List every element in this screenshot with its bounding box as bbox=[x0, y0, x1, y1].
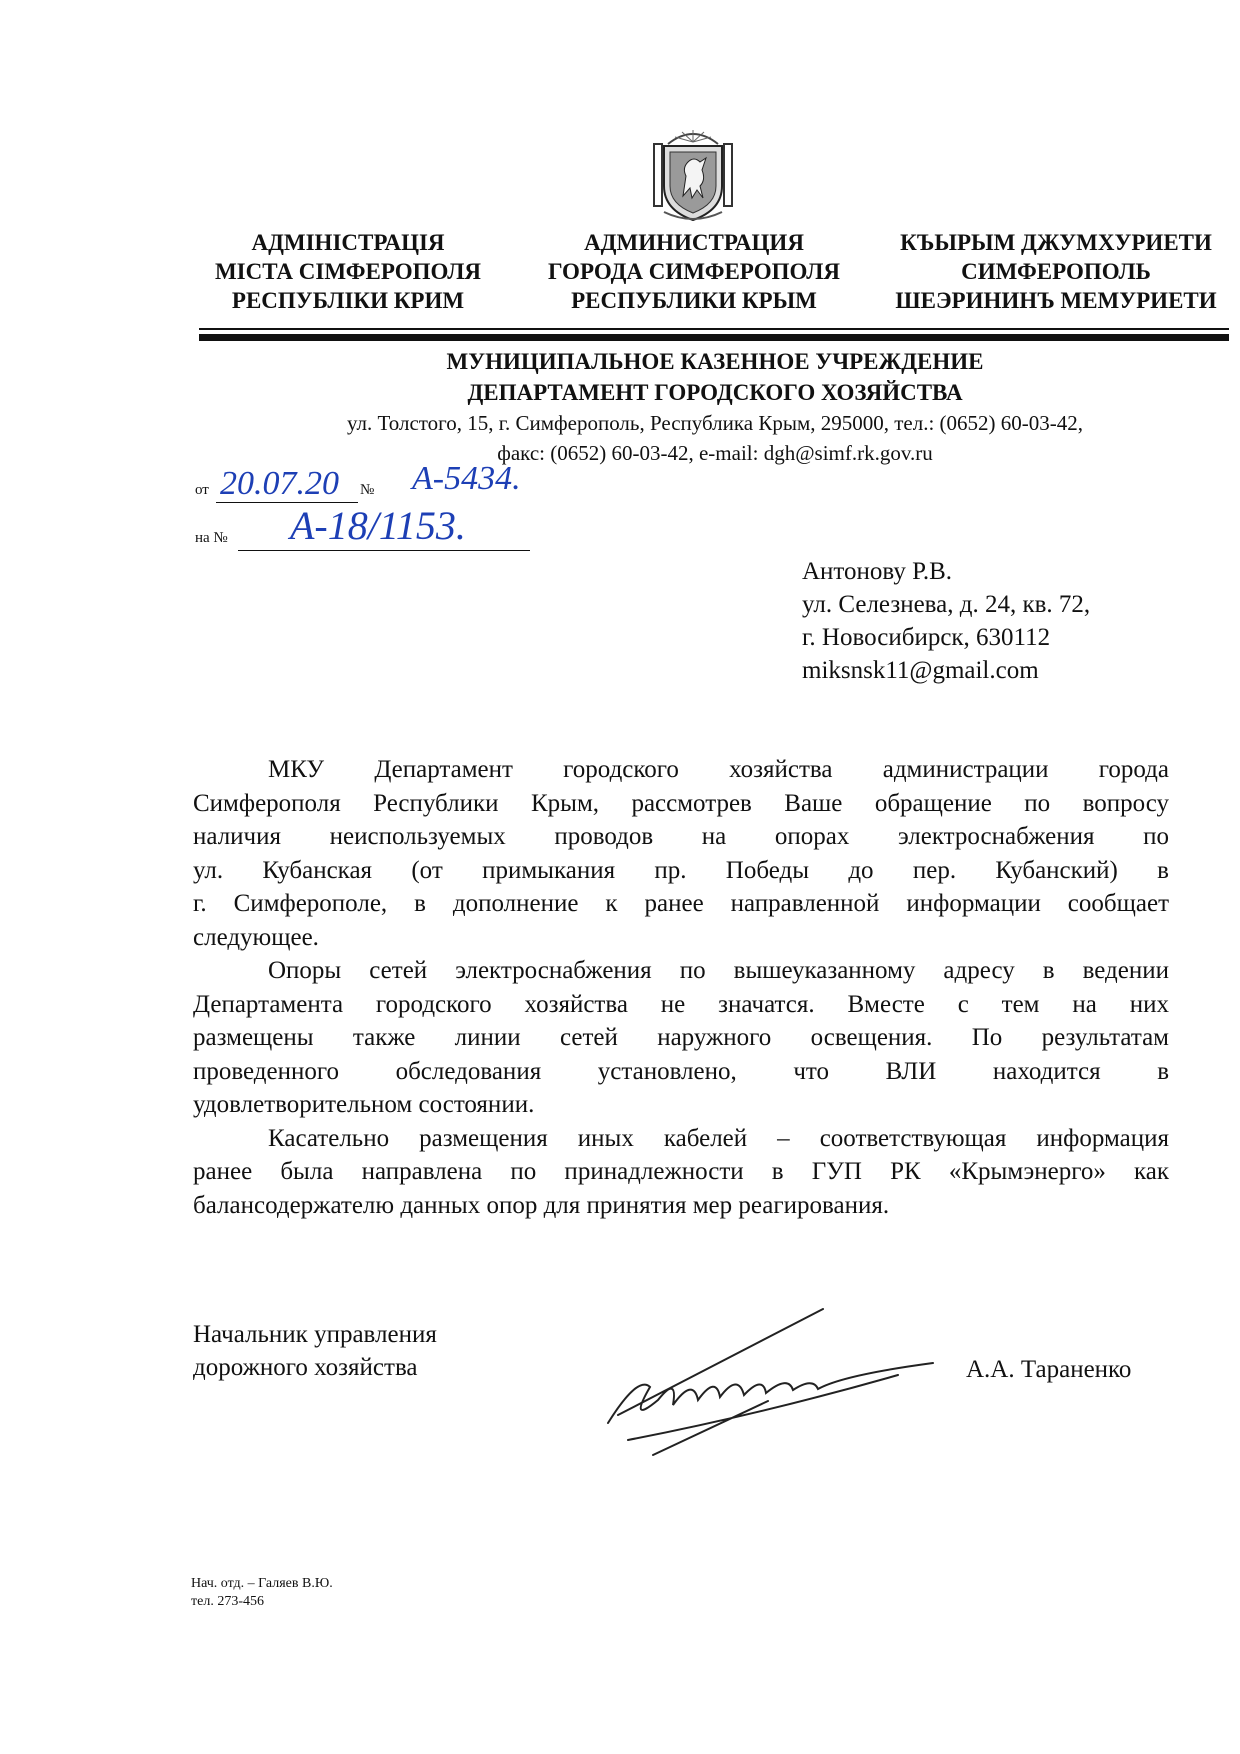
handwritten-date: 20.07.20 bbox=[220, 465, 339, 502]
org-contacts: факс: (0652) 60-03-42, e-mail: dgh@simf.rk.gov.ru bbox=[497, 441, 933, 465]
header-divider-thin bbox=[199, 328, 1229, 330]
addressee-street: ул. Селезнева, д. 24, кв. 72, bbox=[802, 591, 1091, 618]
position-line: дорожного хозяйства bbox=[193, 1354, 418, 1381]
header-line: АДМІНІСТРАЦІЯ bbox=[251, 230, 445, 255]
body-line: ул. Кубанская (от примыкания пр. Победы до пер. Кубанский) в bbox=[193, 856, 1169, 884]
addressee-city: г. Новосибирск, 630112 bbox=[802, 624, 1051, 651]
executor-name: Нач. отд. – Галяев В.Ю. bbox=[191, 1576, 333, 1591]
addressee-name: Антонову Р.В. bbox=[802, 558, 953, 585]
reply-underline bbox=[238, 550, 530, 551]
letter-body bbox=[193, 753, 1169, 1222]
body-line: Касательно размещения иных кабелей – соответствующая информация bbox=[268, 1124, 1169, 1152]
body-line: удовлетворительном состоянии. bbox=[193, 1091, 535, 1118]
signatory-position bbox=[193, 1318, 437, 1384]
header-line: РЕСПУБЛИКИ КРЫМ bbox=[571, 288, 817, 313]
body-line: наличия неиспользуемых проводов на опорах электроснабжения по bbox=[193, 823, 1169, 850]
body-line: МКУ Департамент городского хозяйства администрации города bbox=[268, 756, 1169, 783]
body-line: г. Симферополе, в дополнение к ранее направленной информации сообщает bbox=[193, 890, 1169, 917]
header-crimean-tatar bbox=[886, 228, 1226, 315]
body-line: ранее была направлена по принадлежности в ГУП РК «Крымэнерго» как bbox=[193, 1158, 1169, 1185]
handwritten-signature bbox=[598, 1305, 938, 1460]
org-name-line1: МУНИЦИПАЛЬНОЕ КАЗЕННОЕ УЧРЕЖДЕНИЕ bbox=[446, 349, 984, 374]
reply-label: на № bbox=[195, 530, 228, 546]
header-line: ШЕЭРИНИНЪ МЕМУРИЕТИ bbox=[895, 288, 1217, 313]
header-russian bbox=[524, 228, 864, 315]
header-line: АДМИНИСТРАЦИЯ bbox=[584, 230, 804, 255]
body-line: Симферополя Республики Крым, рассмотрев Ваше обращение по вопросу bbox=[193, 789, 1169, 817]
addressee-email: miksnsk11@gmail.com bbox=[802, 657, 1039, 684]
signatory-name: А.А. Тараненко bbox=[966, 1356, 1132, 1383]
body-line: следующее. bbox=[193, 923, 319, 951]
from-label: от bbox=[195, 482, 209, 498]
org-address: ул. Толстого, 15, г. Симферополь, Республика Крым, 295000, тел.: (0652) 60-03-42, bbox=[346, 411, 1084, 435]
body-line: Департамента городского хозяйства не значатся. Вместе с тем на них bbox=[193, 990, 1169, 1018]
body-line: Опоры сетей электроснабжения по вышеуказанному адресу в ведении bbox=[268, 957, 1169, 984]
body-line: балансодержателю данных опор для принятия мер реагирования. bbox=[193, 1191, 890, 1219]
header-ukrainian bbox=[178, 228, 518, 315]
header-line: РЕСПУБЛІКИ КРИМ bbox=[231, 288, 465, 313]
crimea-coat-of-arms bbox=[648, 126, 738, 224]
addressee-block bbox=[802, 555, 1090, 687]
header-line: КЪЫРЫМ ДЖУМХУРИЕТИ bbox=[900, 230, 1212, 255]
header-line: СИМФЕРОПОЛЬ bbox=[961, 259, 1151, 284]
header-divider-thick bbox=[199, 334, 1229, 341]
organization-block bbox=[200, 346, 1230, 468]
handwritten-number: А-5434. bbox=[412, 460, 521, 497]
org-name-line2: ДЕПАРТАМЕНТ ГОРОДСКОГО ХОЗЯЙСТВА bbox=[467, 380, 963, 405]
position-line: Начальник управления bbox=[193, 1321, 437, 1348]
executor-info bbox=[191, 1575, 333, 1611]
executor-phone: тел. 273-456 bbox=[191, 1594, 264, 1609]
body-line: размещены также линии сетей наружного освещения. По результатам bbox=[193, 1024, 1169, 1051]
header-line: МІСТА СІМФЕРОПОЛЯ bbox=[214, 259, 482, 284]
handwritten-reply-number: А-18/1153. bbox=[290, 503, 466, 548]
body-line: проведенного обследования установлено, что ВЛИ находится в bbox=[193, 1057, 1169, 1085]
header-line: ГОРОДА СИМФЕРОПОЛЯ bbox=[548, 259, 840, 284]
number-label: № bbox=[360, 482, 375, 498]
